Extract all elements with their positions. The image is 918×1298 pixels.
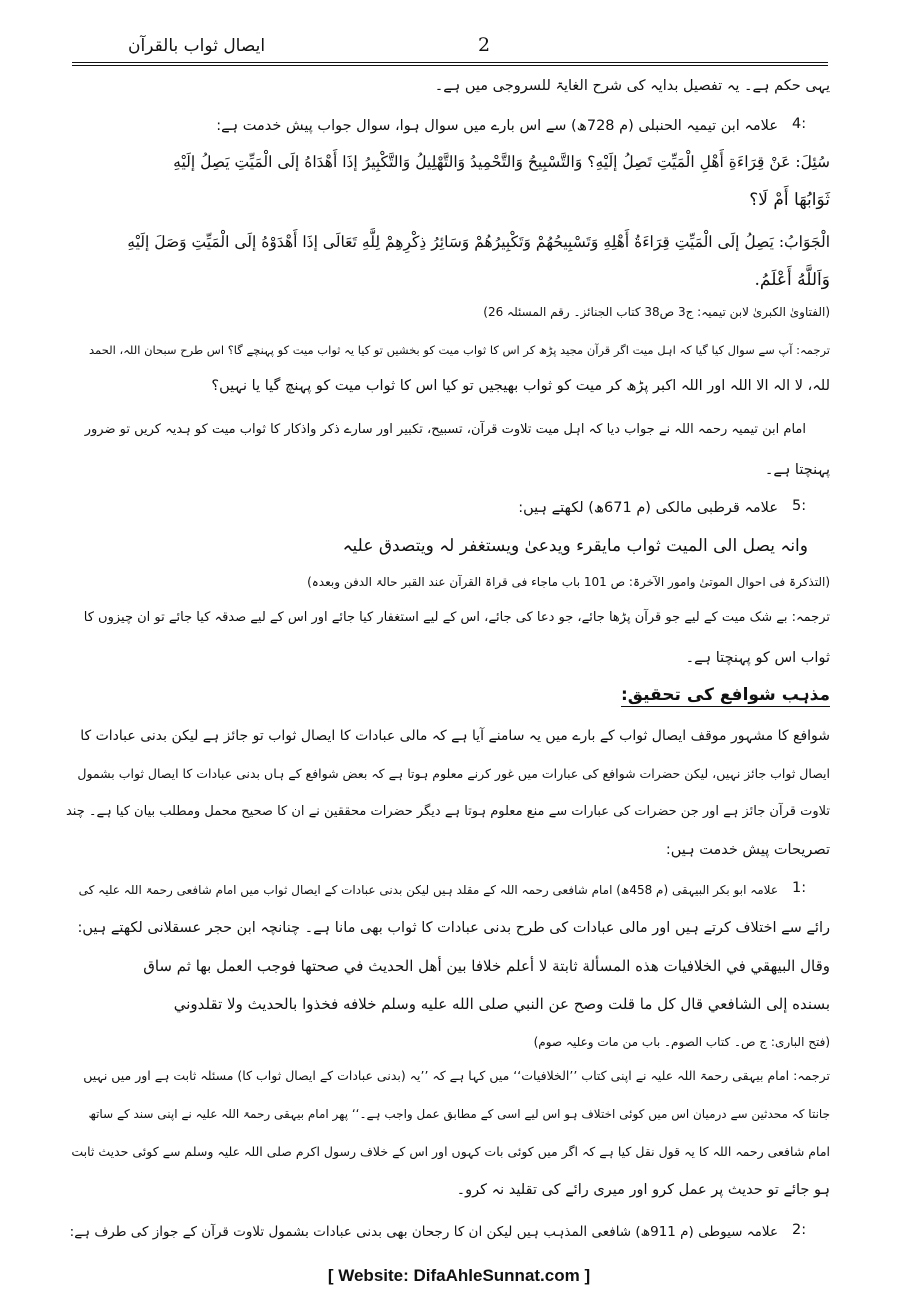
arabic-quote: ثَوَابُهَا أَمْ لَا؟: [749, 190, 830, 210]
item-number: 2:: [792, 1222, 807, 1238]
text-line: یہی حکم ہے۔ یہ تفصیل بدایہ کی شرح الغایۃ للسروجی میں ہے۔: [434, 78, 830, 94]
header-rule: [72, 62, 828, 63]
section-heading: مذہب شوافع کی تحقیق:: [620, 685, 830, 705]
body-line: تلاوت قرآن جائز ہے اور جن حضرات کی عبارات سے منع معلوم ہوتا ہے دیگر حضرات محققین نے ان کا صحیح محمل ومطلب بیان کیا ہے۔ چند: [65, 804, 830, 819]
translation-line: للہ، لا الہ الا اللہ اور اللہ اکبر پڑھ کر میت کو ثواب بھیجیں تو کیا اس کا ثواب میت کو پہنچ گیا یا نہیں؟: [211, 378, 830, 394]
translation-line: امام شافعی رحمہ اللہ کا یہ قول نقل کیا ہے کہ اگر میں کوئی بات کہوں اور اس کے خلاف رسول اکرم صلی اللہ علیہ وسلم سے کوئی حدیث ثابت: [71, 1144, 830, 1159]
body-line: ایصال ثواب جائز نہیں، لیکن حضرات شوافع کی عبارات میں غور کرنے معلوم ہوتا ہے کہ بعض شوافع کے ہاں بدنی عبادات کا ایصال ثواب بشمول: [77, 766, 830, 781]
translation-line: ترجمہ: امام بیہقی رحمۃ اللہ علیہ نے اپنی کتاب ’’الخلافیات‘‘ میں کہا ہے کہ ’’یہ (بدنی عبادات کے ایصال ثواب کا) مسئلہ ثابت ہے اور میں نہیں: [83, 1068, 830, 1083]
arabic-quote: بسنده إلى الشافعي قال كل ما قلت وصح عن النبي صلى الله عليه وسلم خلافه فخذوا بالحديث ولا تقلدوني: [173, 995, 830, 1013]
reference: (التذکرۃ فی احوال الموتیٰ وامور الآخرۃ: ص 101 باب ماجاء فی قراۃ القرآن عند القبر حالۃ الدفن وبعدہ): [307, 575, 830, 589]
translation-line: ہو جائے تو حدیث پر عمل کرو اور میری رائے کی تقلید نہ کرو۔: [456, 1182, 830, 1198]
arabic-quote: سُئِلَ: عَنْ قِرَاءَةِ أَهْلِ الْمَيِّتِ تَصِلُ إلَيْهِ؟ وَالتَّسْبِيحُ وَالتَّحْمِيدُ وَالتَّهْلِيلُ وَالتَّكْبِيرُ إذَا أَهْدَاهُ إلَى الْمَيِّتِ يَصِلُ إلَيْهِ: [173, 153, 830, 171]
page-number: 2: [478, 34, 491, 56]
text-line: علامہ ابن تیمیہ الحنبلی (م 728ھ) سے اس بارے میں سوال ہوا، سوال جواب پیش خدمت ہے:: [216, 118, 778, 134]
item-number: 5:: [792, 498, 807, 514]
arabic-quote: وانہ یصل الی المیت ثواب مایقرء ویدعیٰ ویستغفر لہ ویتصدق علیہ: [342, 536, 808, 556]
website-footer: [ Website: DifaAhleSunnat.com ]: [327, 1266, 591, 1285]
body-line: شوافع کا مشہور موقف ایصال ثواب کے بارے میں یہ سامنے آیا ہے کہ مالی عبادات کا ایصال ثواب تو جائز ہے لیکن بدنی عبادات کا: [80, 728, 830, 744]
text-line: امام ابن تیمیہ رحمہ اللہ نے جواب دیا کہ اہل میت تلاوت قرآن، تسبیح، تکبیر اور سارے ذکر واذکار کا ثواب میت کو ہدیہ کریں تو ضرور: [84, 422, 806, 437]
body-line: تصریحات پیش خدمت ہیں:: [665, 842, 830, 858]
body-line: رائے سے اختلاف کرتے ہیں اور مالی عبادات کی طرح بدنی عبادات کا ثواب بھی مانا ہے۔ چنانچہ ابن حجر عسقلانی لکھتے ہیں:: [77, 920, 830, 936]
text-line: پہنچتا ہے۔: [764, 462, 830, 478]
translation-line: جانتا کہ محدثین سے درمیان اس میں کوئی اختلاف ہو اس لیے اسی کے مطابق عمل واجب ہے۔‘‘ پھر امام بیہقی رحمۃ اللہ علیہ نے اپنی سند کے ساتھ: [88, 1107, 830, 1121]
reference: (فتح الباری: ج ص۔ کتاب الصوم۔ باب من مات وعلیہ صوم): [533, 1035, 830, 1049]
running-header-title: ایصال ثواب بالقرآن: [128, 36, 266, 56]
body-line: علامہ ابو بکر البیہقی (م 458ھ) امام شافعی رحمہ اللہ کے مقلد ہیں لیکن بدنی عبادات کے ایصال ثواب میں امام شافعی رحمۃ اللہ علیہ کی: [78, 883, 778, 897]
text-line: علامہ قرطبی مالکی (م 671ھ) لکھتے ہیں:: [518, 500, 778, 516]
translation-line: ترجمہ: آپ سے سوال کیا گیا کہ اہل میت اگر قرآن مجید پڑھ کر اس کا ثواب میت کو بخشیں تو کیا یہ ثواب میت کو پہنچے گا؟ اس طرح سبحان اللہ، الحمد: [89, 343, 830, 357]
header-rule-thin: [72, 65, 828, 66]
translation-line: ترجمہ: بے شک میت کے لیے جو قرآن پڑھا جائے، جو دعا کی جائے، اس کے لیے استغفار کیا جائے اور اس کے لیے صدقہ کیا جائے تو ان چیزوں کا: [83, 610, 830, 625]
arabic-quote: وَاَللَّهُ أَعْلَمُ.: [754, 270, 830, 290]
item-number: 1:: [792, 880, 807, 896]
arabic-quote: الْجَوَابُ: يَصِلُ إلَى الْمَيِّتِ قِرَاءَةُ أَهْلِهِ وَتَسْبِيحُهُمْ وَتَكْبِيرُهُمْ وَسَائِرُ ذِكْرِهِمْ لِلَّهِ تَعَالَى إذَا أَهْدَوْهُ إلَى الْمَيِّتِ وَصَلَ إلَيْهِ: [127, 233, 830, 251]
translation-line: ثواب اس کو پہنچتا ہے۔: [685, 650, 830, 666]
arabic-quote: وقال البيهقي في الخلافيات هذه المسألة ثابتة لا أعلم خلافا بين أهل الحديث في صحتها فوجب العمل بها ثم ساق: [143, 957, 830, 975]
item-number: 4:: [792, 116, 807, 132]
reference: (الفتاویٰ الکبریٰ لابن تیمیہ: ج3 ص38 کتاب الجنائز۔ رقم المسئلہ 26): [483, 305, 830, 319]
body-line: علامہ سیوطی (م 911ھ) شافعی المذہب ہیں لیکن ان کا رجحان بھی بدنی عبادات بشمول تلاوت قرآن کے جواز کی طرف ہے:: [69, 1224, 778, 1240]
